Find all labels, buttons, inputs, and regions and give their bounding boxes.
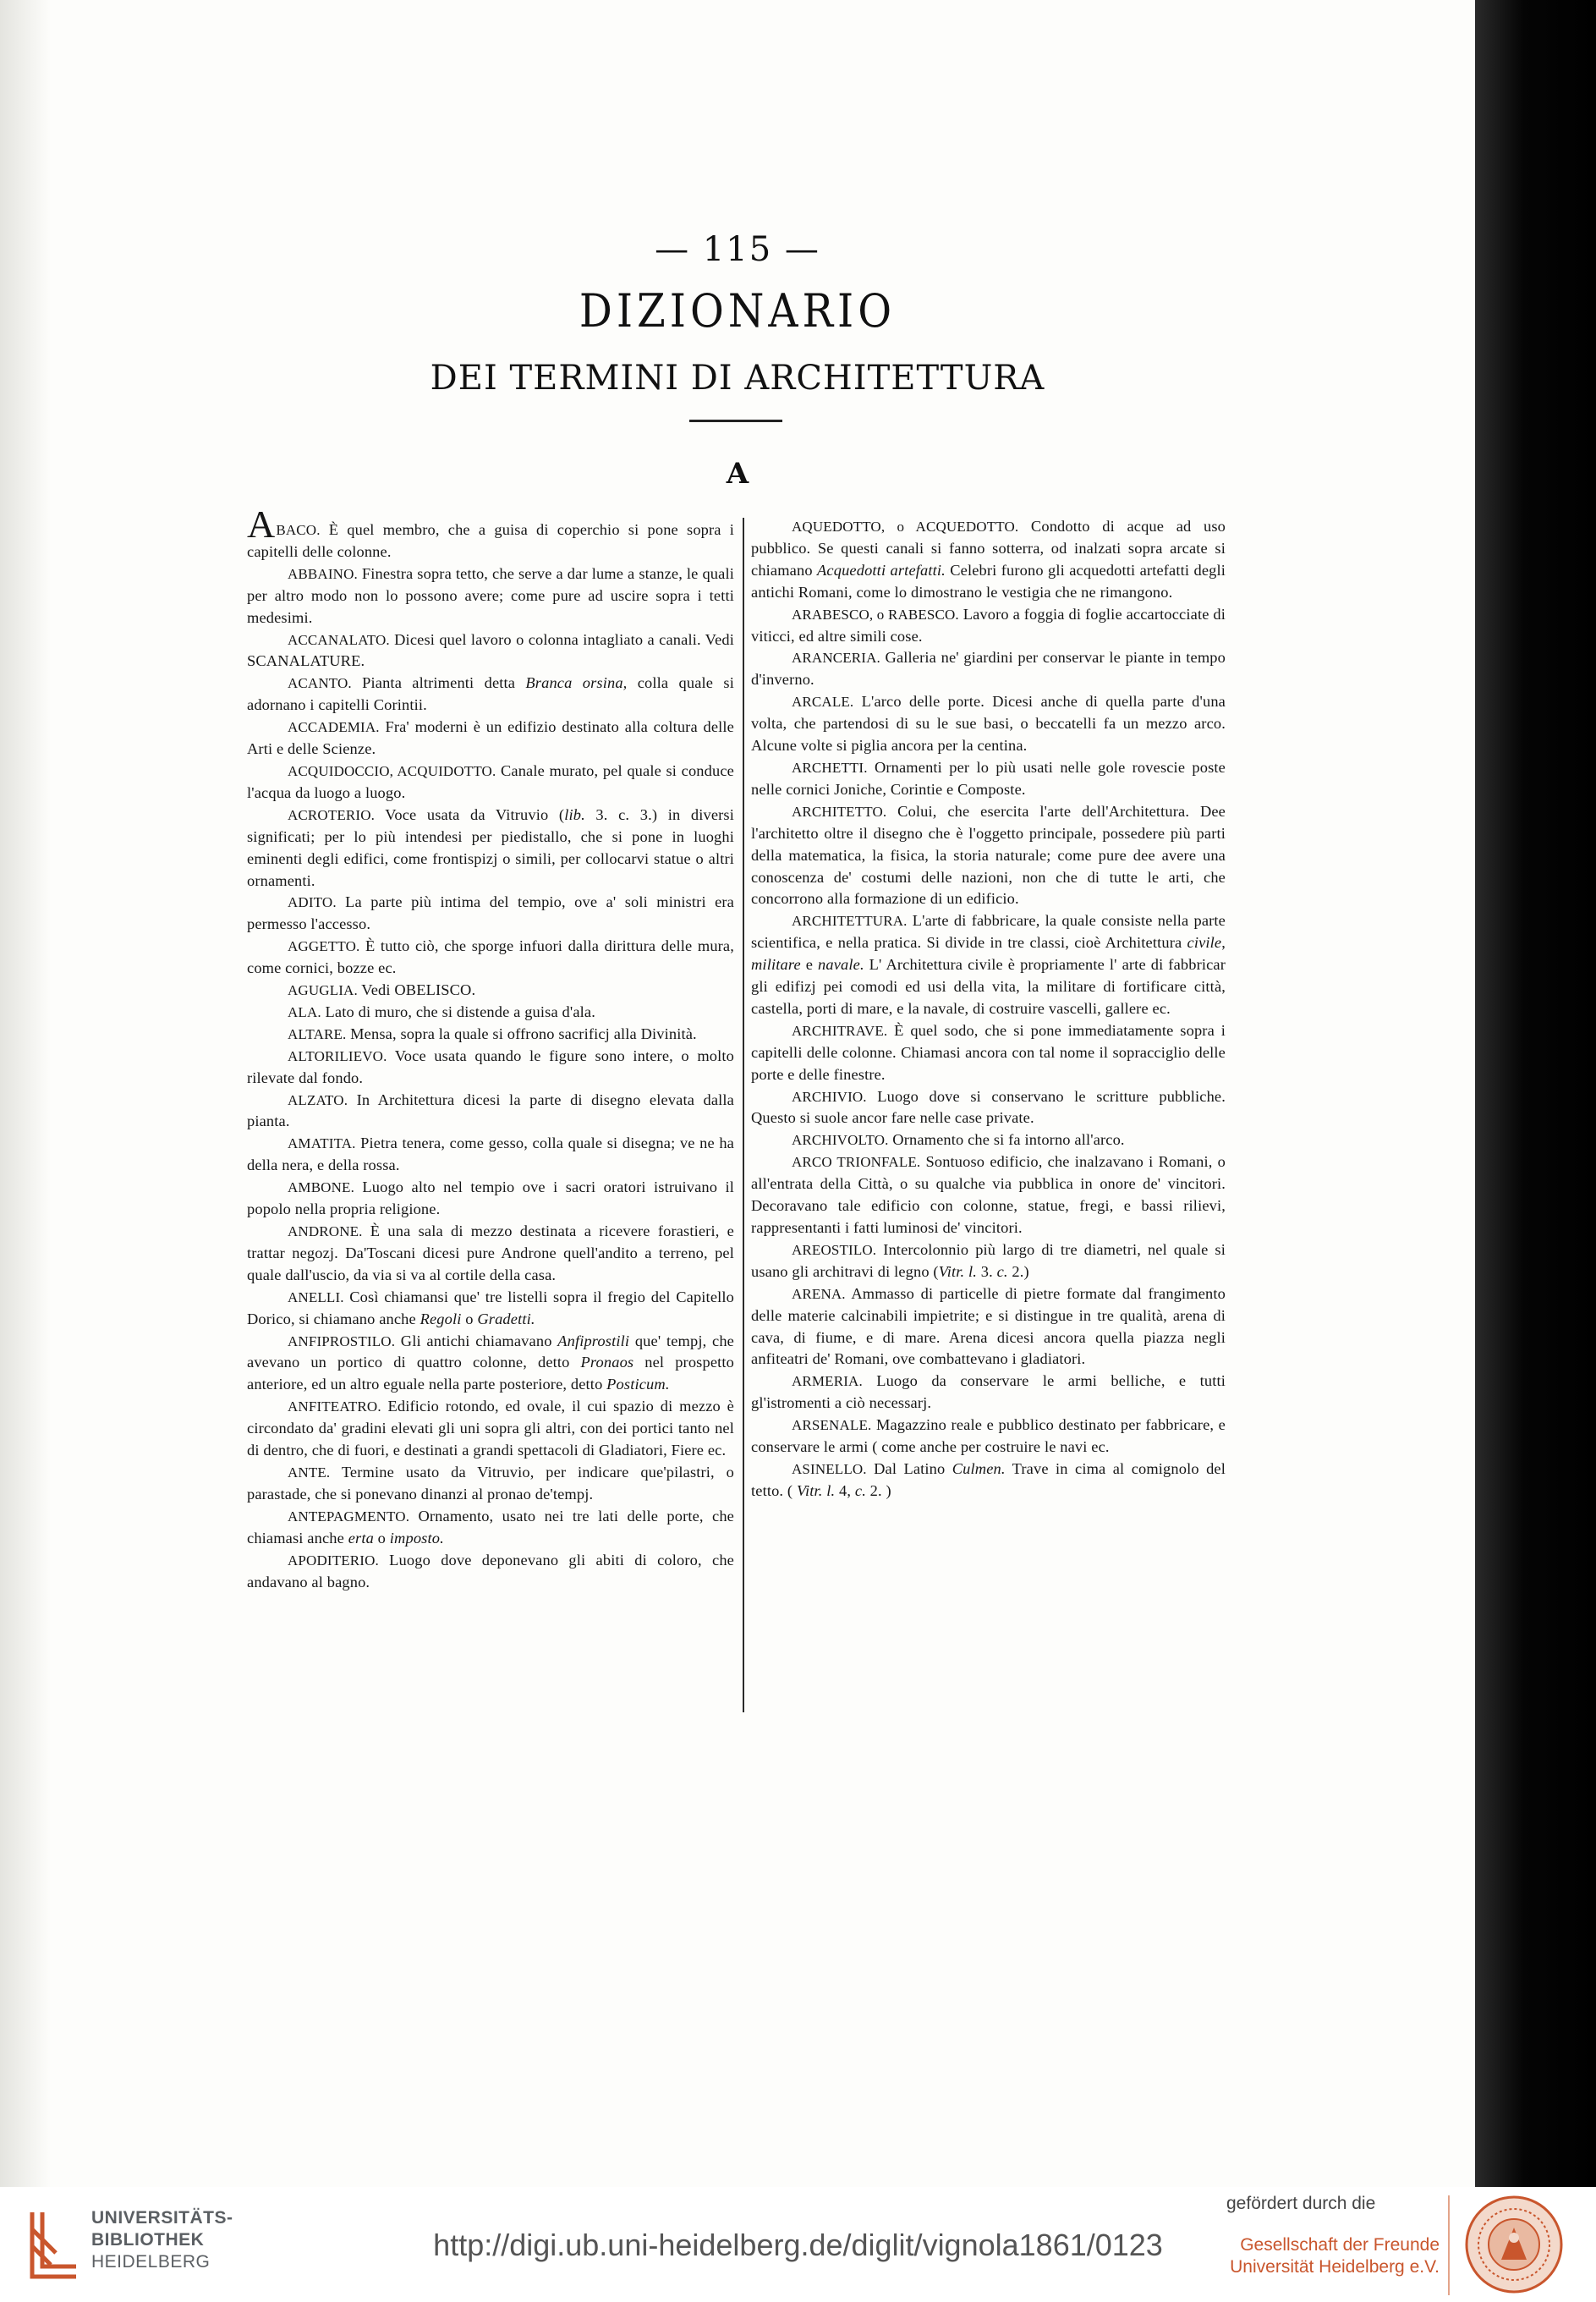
entry-text: L'arte di fabbricare, la quale consiste nella parte scientifica, e nella pratica. Si divide in tre classi, cioè Architettura <box>751 912 1226 952</box>
entry-text: 3. <box>977 1262 997 1280</box>
entry-headword: ABBAINO. <box>288 565 358 582</box>
entry-headword: ARENA. <box>792 1285 846 1302</box>
dictionary-entry <box>247 936 734 980</box>
entry-headword: ALTORILIEVO. <box>288 1047 387 1064</box>
dictionary-entry <box>247 1177 734 1221</box>
entry-text: Voce usata quando le figure sono intere, o molto rilevate dal fondo. <box>247 1047 734 1086</box>
sponsor-name[interactable] <box>1215 2234 1440 2278</box>
library-name-line: HEIDELBERG <box>91 2252 211 2272</box>
entry-text: L'arco delle porte. Dicesi anche di quella parte d'una volta, che partendosi di su le sue basi, o beccatelli fa un mezzo arco. Alcune volte si piglia ancora per la centina. <box>751 693 1226 755</box>
entry-text: Dal Latino <box>866 1459 952 1477</box>
dictionary-entry <box>751 757 1226 801</box>
dictionary-entry <box>751 910 1226 1020</box>
entry-headword: AREOSTILO. <box>792 1241 877 1258</box>
dictionary-entry <box>247 1046 734 1090</box>
entry-italic: Pronaos <box>580 1354 634 1371</box>
drop-cap: A <box>247 503 276 546</box>
sponsor-name-line: Universität Heidelberg e.V. <box>1230 2257 1440 2277</box>
entry-text: Mensa, sopra la quale si offrono sacrificj alla Divinità. <box>346 1025 697 1042</box>
entry-headword: BACO. <box>276 522 321 538</box>
university-seal-icon <box>1463 2194 1565 2295</box>
dictionary-entry <box>751 1020 1226 1086</box>
entry-italic: Posticum. <box>606 1376 670 1393</box>
entry-headword: ACCANALATO. <box>288 631 390 648</box>
entry-italic: c. <box>996 1262 1008 1280</box>
dictionary-entry <box>751 1129 1226 1151</box>
entry-text: È quel membro, che a guisa di coperchio si pone sopra i capitelli delle colonne. <box>247 521 734 560</box>
dictionary-entry <box>247 673 734 717</box>
sponsor-name-line: Gesellschaft der Freunde <box>1240 2235 1440 2255</box>
library-name-line: BIBLIOTHEK <box>91 2230 205 2250</box>
entry-headword: ANTEPAGMENTO. <box>288 1508 410 1525</box>
entry-text: Magazzino reale e pubblico destinato per fabbricare, e conservare le armi ( come anche per costruire le navi ec. <box>751 1416 1226 1456</box>
entry-headword: ARCHETTI. <box>792 759 868 776</box>
entry-text: 2. ) <box>865 1481 891 1499</box>
entry-headword: APODITERIO. <box>288 1552 379 1569</box>
title-rule <box>689 420 782 422</box>
dictionary-entry <box>751 801 1226 911</box>
entry-text: 3. c. 3.) in diversi significati; per lo più intendesi per piedistallo, che si pone in luoghi eminenti degli edifici, come frontispizj o simili, per collocarvi statue o altri ornamenti. <box>247 805 734 889</box>
entry-text: nel prospetto anteriore, ed un altro eguale nella parte posteriore, detto <box>247 1354 734 1393</box>
entry-headword: ANFIPROSTILO. <box>288 1332 396 1349</box>
dictionary-entry <box>247 503 734 563</box>
dictionary-entry <box>247 1462 734 1506</box>
dictionary-entry <box>247 1331 734 1397</box>
entry-italic: erta <box>348 1529 374 1547</box>
entry-text: que' tempj, che avevano un portico di quattro colonne, detto <box>247 1332 734 1371</box>
entry-italic: Gradetti. <box>477 1310 535 1327</box>
entry-italic: Culmen. <box>952 1459 1006 1477</box>
entry-text: Dicesi quel lavoro o colonna intagliato a canali. Vedi SCANALATURE. <box>247 630 734 670</box>
entry-headword: ARCHITRAVE. <box>792 1022 888 1039</box>
entry-italic: navale. <box>818 956 864 974</box>
dictionary-entry <box>247 1090 734 1134</box>
entry-text: È una sala di mezzo destinata a ricevere forastieri, e trattar negozj. Da'Toscani dicesi pure Androne quell'andito a terreno, pel quale dall'uscio, da via si va al cortile della casa. <box>247 1222 734 1283</box>
entry-headword: AGUGLIA. <box>288 982 358 999</box>
entry-text: In Architettura dicesi la parte di disegno elevata dalla pianta. <box>247 1091 734 1130</box>
entry-text: Trave in cima al comignolo del tetto. ( <box>751 1459 1226 1499</box>
entry-text: Galleria ne' giardini per conservar le piante in tempo d'inverno. <box>751 649 1226 689</box>
left-column <box>247 503 734 1593</box>
page-subtitle: DEI TERMINI DI ARCHITETTURA <box>430 359 1045 398</box>
dictionary-entry <box>247 1396 734 1462</box>
dictionary-entry <box>247 980 734 1002</box>
dictionary-entry <box>751 1371 1226 1415</box>
entry-italic: lib. <box>564 805 585 823</box>
entry-headword: ARCHIVOLTO. <box>792 1132 889 1149</box>
entry-text: Vedi OBELISCO. <box>357 981 476 999</box>
dictionary-entry <box>751 1415 1226 1459</box>
entry-headword: ANELLI. <box>288 1288 344 1305</box>
entry-text: L' Architettura civile è propriamente l' arte di fabbricar gli edifizj pei comodi ed usi della vita, la militare di fortificare città, castella, porti di mare, e la navale, di costruire vascelli, gallere ec. <box>751 956 1226 1017</box>
entry-headword: ASINELLO. <box>792 1460 867 1477</box>
entry-text: Celebri furono gli acquedotti artefatti degli antichi Romani, come lo dimostrano le vestigia che ne rimangono. <box>751 561 1226 601</box>
entry-italic: civile <box>1187 934 1222 952</box>
entry-headword: ALA. <box>288 1003 321 1020</box>
entry-text: Lavoro a foggia di foglie accartocciate di viticci, ed altre simili cose. <box>751 605 1226 645</box>
dictionary-entry <box>247 629 734 673</box>
page-number: — 115 — <box>655 230 820 269</box>
entry-italic: imposto. <box>389 1529 444 1547</box>
entry-text: Luogo dove si conservano le scritture pubbliche. Questo si suole ancor fare nelle case private. <box>751 1087 1226 1127</box>
dictionary-entry <box>247 761 734 805</box>
entry-text: Così chiamansi que' tre listelli sopra il fregio del Capitello Dorico, si chiamano anche <box>247 1288 734 1327</box>
right-column <box>751 516 1226 1503</box>
dictionary-entry <box>247 1024 734 1046</box>
entry-italic: Branca orsina, <box>525 674 628 692</box>
dictionary-entry <box>751 1239 1226 1283</box>
dictionary-entry <box>247 1506 734 1550</box>
dictionary-entry <box>751 604 1226 648</box>
entry-text: È quel sodo, che si pone immediatamente sopra i capitelli delle colonne. Chiamasi ancora con tal nome il sopracciglio delle porte e delle finestre. <box>751 1021 1226 1083</box>
sponsor-label: gefördert durch die <box>1226 2194 1376 2213</box>
entry-headword: ACANTO. <box>288 675 352 692</box>
dictionary-entry <box>247 1133 734 1177</box>
entry-text: Condotto di acque ad uso pubblico. Se questi canali si fanno sotterra, od inalzati sopra arcate si chiamano <box>751 518 1226 579</box>
entry-text: Sontuoso edificio, che inalzavano i Romani, o all'entrata della Città, o su qualche via pubblica in onore de' vincitori. Decoravano tale edificio con colonne, statue, fregi, e bassi rilievi, rappresentanti i fatti luminosi de' vincitori. <box>751 1153 1226 1236</box>
entry-text: Luogo alto nel tempio ove i sacri oratori istruivano il popolo nella propria religione. <box>247 1178 734 1218</box>
dictionary-entry <box>751 691 1226 757</box>
sponsor-divider <box>1448 2195 1450 2295</box>
entry-text: Canale murato, pel quale si conduce l'acqua da luogo a luogo. <box>247 761 734 801</box>
entry-headword: ALZATO. <box>288 1091 348 1108</box>
entry-italic: Anfiprostili <box>557 1332 630 1349</box>
entry-headword: ACROTERIO. <box>288 806 376 823</box>
entry-headword: ARSENALE. <box>792 1417 872 1434</box>
entry-text: Voce usata da Vitruvio ( <box>375 805 565 823</box>
dictionary-entry <box>751 1283 1226 1371</box>
entry-text: Pietra tenera, come gesso, colla quale si disegna; ve ne ha della nera, e della rossa. <box>247 1135 734 1174</box>
entry-headword: AGGETTO. <box>288 938 360 955</box>
entry-text: colla quale si adornano i capitelli Corintii. <box>247 674 734 714</box>
entry-headword: AMBONE. <box>288 1179 354 1196</box>
entry-text: Ammasso di particelle di pietre formate dal frangimento delle materie calcinabili impietrite; e si distingue in tre qualità, arena di cava, di fiume, e di mare. Arena dicesi ancora quella piazza negli anfiteatri de' Romani, ove combattevano i gladiatori. <box>751 1284 1226 1368</box>
entry-headword: ALTARE. <box>288 1025 347 1042</box>
permalink-url[interactable]: http://digi.ub.uni-heidelberg.de/diglit/vignola1861/0123 <box>433 2228 1163 2262</box>
entry-headword: ARCALE. <box>792 694 854 711</box>
viewer-footer <box>0 2187 1596 2302</box>
library-name-line: UNIVERSITÄTS- <box>91 2208 233 2228</box>
entry-text: Ornamenti per lo più usati nelle gole rovescie poste nelle cornici Joniche, Corintie e Composte. <box>751 758 1226 798</box>
entry-italic: militare <box>751 956 801 974</box>
entry-text: , <box>1221 934 1226 952</box>
entry-text: 2.) <box>1007 1262 1029 1280</box>
entry-text: 4, <box>835 1481 855 1499</box>
entry-text: Lato di muro, che si distende a guisa d'ala. <box>321 1003 595 1020</box>
entry-text: Termine usato da Vitruvio, per indicare que'pilastri, o parastade, che si ponevano dinanzi al pronao de'tempj. <box>247 1463 734 1503</box>
entry-headword: ARANCERIA. <box>792 650 880 667</box>
dictionary-entry <box>751 647 1226 691</box>
entry-text: Fra' moderni è un edifizio destinato alla coltura delle Arti e delle Scienze. <box>247 718 734 758</box>
entry-headword: ANDRONE. <box>288 1223 363 1239</box>
entry-text: Gli antichi chiamavano <box>395 1332 558 1349</box>
entry-text: o <box>461 1310 478 1327</box>
dictionary-entry <box>247 717 734 761</box>
entry-text: o <box>373 1529 390 1547</box>
entry-italic: Acquedotti artefatti. <box>817 561 946 579</box>
entry-text: Luogo dove deponevano gli abiti di coloro, che andavano al bagno. <box>247 1551 734 1591</box>
entry-headword: AQUEDOTTO, o ACQUEDOTTO. <box>792 519 1019 535</box>
dictionary-entry <box>247 563 734 629</box>
page-title: DIZIONARIO <box>579 284 897 338</box>
entry-headword: ARMERIA. <box>792 1373 863 1390</box>
entry-text: La parte più intima del tempio, ove a' soli ministri era permesso l'accesso. <box>247 893 734 933</box>
dictionary-entry <box>751 1151 1226 1239</box>
column-divider <box>743 518 744 1712</box>
entry-headword: ACCADEMIA. <box>288 719 380 736</box>
entry-headword: ANTE. <box>288 1464 331 1481</box>
entry-text: Edificio rotondo, ed ovale, il cui spazio di mezzo è circondato da' gradini elevati gli uni sopra gli altri, con dei portici tanto nel di dentro, che di fuori, e destinati a grandi spettacoli di Gladiatori, Fiere ec. <box>247 1398 734 1459</box>
entry-headword: ACQUIDOCCIO, ACQUIDOTTO. <box>288 762 496 779</box>
dictionary-entry <box>247 1287 734 1331</box>
entry-headword: ARCHITETTURA. <box>792 913 908 930</box>
dictionary-entry <box>751 1459 1226 1503</box>
entry-text: È tutto ciò, che sporge infuori dalla dirittura delle mura, come cornici, bozze ec. <box>247 937 734 977</box>
entry-text: Ornamento che si fa intorno all'arco. <box>888 1131 1125 1149</box>
entry-text: Ornamento, usato nei tre lati delle porte, che chiamasi anche <box>247 1507 734 1547</box>
entry-italic: Vitr. l. <box>796 1481 836 1499</box>
entry-headword: AMATITA. <box>288 1135 356 1152</box>
dictionary-entry <box>247 1221 734 1287</box>
entry-headword: ADITO. <box>288 894 337 911</box>
entry-italic: Vitr. l. <box>938 1262 978 1280</box>
entry-text: Intercolonnio più largo di tre diametri, nel quale si usano gli architravi di legno ( <box>751 1240 1226 1280</box>
entry-text: Colui, che esercita l'arte dell'Architettura. Dee l'architetto oltre il disegno che è l'oggetto principale, possedere più parti della matematica, la fisica, la storia naturale; come pure dee avere una conoscenza de' costumi delle nazioni, non che di tutte le arti, che concorrono alla formazione di un edificio. <box>751 802 1226 908</box>
entry-text: Finestra sopra tetto, che serve a dar lume a stanze, le quali per altro modo non lo possono avere; come pure ad uscire sopra i tetti medesimi. <box>247 564 734 626</box>
entry-headword: ARABESCO, o RABESCO. <box>792 606 959 623</box>
entry-text: e <box>800 956 819 974</box>
entry-italic: c. <box>854 1481 866 1499</box>
scan-edge <box>1475 0 1596 2187</box>
dictionary-entry <box>751 1086 1226 1130</box>
dictionary-entry <box>751 516 1226 604</box>
dictionary-entry <box>247 892 734 936</box>
section-letter: A <box>726 457 749 491</box>
entry-headword: ARCO TRIONFALE. <box>792 1154 921 1171</box>
entry-headword: ARCHITETTO. <box>792 803 887 820</box>
dictionary-entry <box>247 1002 734 1024</box>
entry-headword: ANFITEATRO. <box>288 1398 381 1415</box>
entry-headword: ARCHIVIO. <box>792 1088 867 1105</box>
dictionary-entry <box>247 1550 734 1594</box>
entry-italic: Regoli <box>420 1310 462 1327</box>
dictionary-entry <box>247 805 734 893</box>
entry-text: Luogo da conservare le armi belliche, e tutti gl'istromenti a ciò necessarj. <box>751 1372 1226 1412</box>
entry-text: Pianta altrimenti detta <box>351 674 526 692</box>
